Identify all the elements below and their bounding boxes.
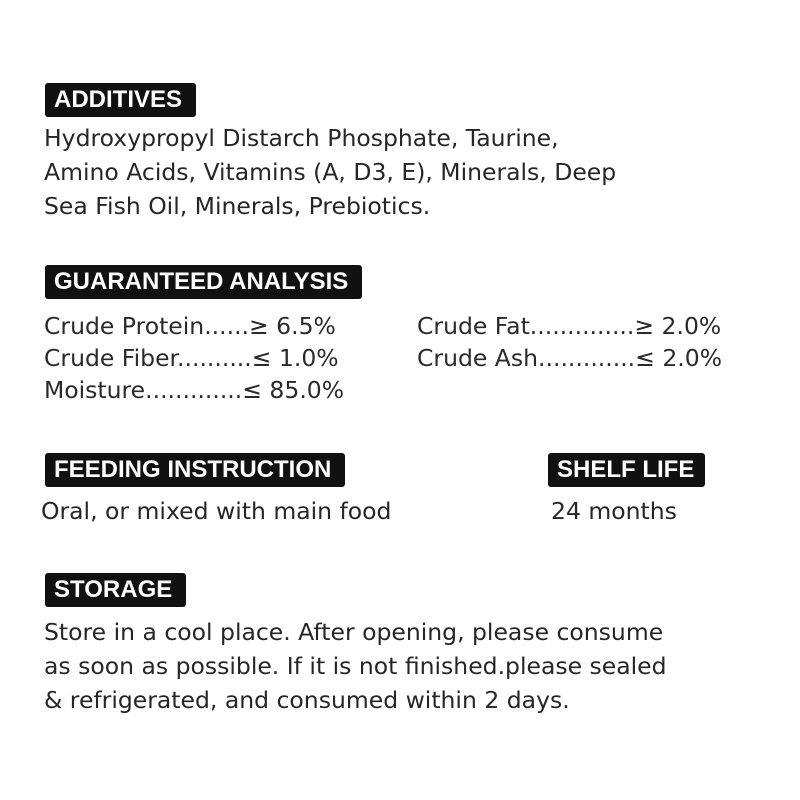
storage-heading: STORAGE [45,573,186,607]
analysis-label: Moisture [44,376,146,404]
analysis-value: ≥ 2.0% [634,312,722,340]
storage-line: & refrigerated, and consumed within 2 days. [44,686,570,714]
analysis-item-crude-fat [417,311,721,341]
analysis-item-crude-fiber [44,343,339,373]
analysis-value: ≤ 1.0% [251,344,339,372]
additives-line: Hydroxypropyl Distarch Phosphate, Taurine, [44,124,559,152]
analysis-dots: .............. [529,312,635,340]
storage-text [44,615,667,717]
analysis-dots: ............. [145,376,243,404]
analysis-item-moisture [44,375,344,405]
additives-heading: ADDITIVES [45,83,196,117]
analysis-dots: ...... [204,312,250,340]
analysis-value: ≤ 85.0% [242,376,345,404]
additives-text [44,121,616,223]
additives-line: Sea Fish Oil, Minerals, Prebiotics. [44,192,431,220]
additives-line: Amino Acids, Vitamins (A, D3, E), Minerals, Deep [44,158,617,186]
shelf-life-heading: SHELF LIFE [548,453,705,487]
feeding-instruction-text: Oral, or mixed with main food [41,497,392,525]
analysis-item-crude-ash [417,343,722,373]
storage-line: as soon as possible. If it is not finished.please sealed [44,652,667,680]
analysis-item-crude-protein [44,311,336,341]
analysis-dots: .......... [177,344,252,372]
analysis-value: ≥ 6.5% [249,312,336,340]
analysis-label: Crude Fiber [44,344,178,372]
analysis-label: Crude Ash [417,344,539,372]
feeding-instruction-heading: FEEDING INSTRUCTION [45,453,345,487]
analysis-value: ≤ 2.0% [635,344,723,372]
analysis-label: Crude Protein [44,312,205,340]
analysis-dots: ............. [538,344,636,372]
guaranteed-analysis-heading: GUARANTEED ANALYSIS [45,265,362,299]
storage-line: Store in a cool place. After opening, please consume [44,618,664,646]
shelf-life-text: 24 months [551,497,677,525]
analysis-label: Crude Fat [417,312,530,340]
